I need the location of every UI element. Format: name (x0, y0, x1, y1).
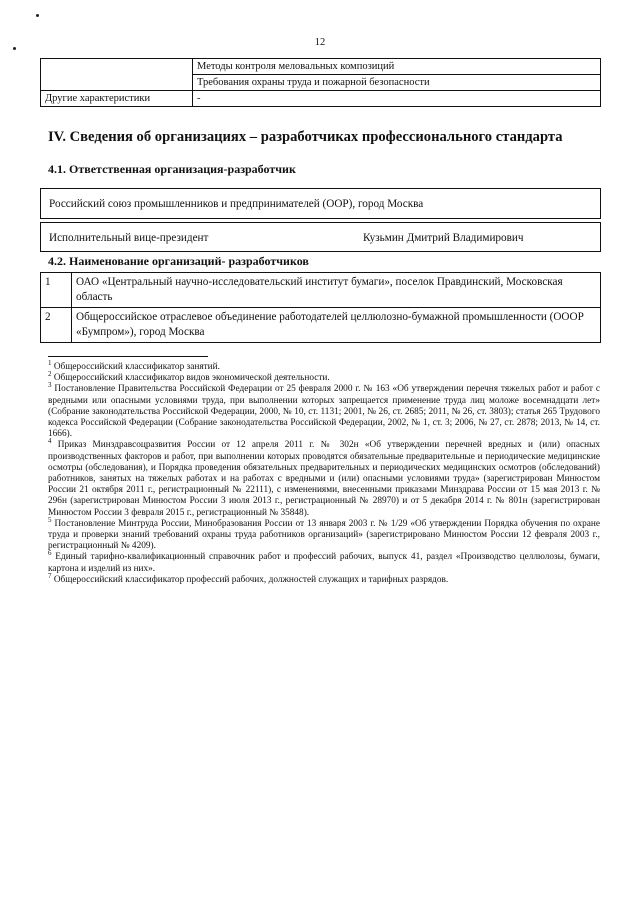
footnote-marker: 3 (48, 381, 52, 390)
subsection-title-developers: 4.2. Наименование организаций- разработчиков (48, 254, 309, 268)
footnote (48, 515, 600, 553)
footnote (48, 370, 600, 384)
footnote-marker: 1 (48, 358, 52, 367)
table-cell-value: Требования охраны труда и пожарной безопасности (193, 75, 601, 91)
table-row (41, 59, 601, 75)
signatory-box (40, 222, 601, 252)
developer-name: ОАО «Центральный научно-исследовательский институт бумаги», поселок Правдинский, Московская область (72, 273, 601, 308)
developer-name: Общероссийское отраслевое объединение работодателей целлюлозно-бумажной промышленности (ОООР «Бумпром»), город Москва (72, 308, 601, 343)
footnote (48, 549, 600, 574)
footnote-text: Приказ Минздравсоцразвития России от 12 апреля 2011 г. № 302н «Об утверждении перечней вредных и (или) опасных производственных факторов и работ, при выполнении которых проводятся обязательные предварительные и периодические медицинские осмотры (обследования), и Порядка проведения обязательных предварительных и периодических медицинских осмотров (обследований) работников, занятых на тяжелых работах и на работах с вредными и (или) опасными условиями труда» (зарегистрирован Минюстом России 21 октября 2011 г., регистрационный № 22111), с изменениями, внесенными приказами Минздрава России от 15 мая 2013 г. № 296н (зарегистрирован Минюстом России 3 июля 2013 г., регистрационный № 28970) и от 5 декабря 2014 г. № 801н (зарегистрирован Минюстом России 3 февраля 2015 г., регистрационный № 35848). (48, 440, 600, 518)
footnote-marker: 4 (48, 437, 52, 446)
row-number: 1 (41, 273, 72, 308)
footnote-text: Постановление Правительства Российской Федерации от 25 февраля 2000 г. № 163 «Об утверждении перечня тяжелых работ и работ с вредными или опасными условиями труда, при выполнении которых запрещается применение труда лиц моложе восемнадцати лет» (Собрание законодательства Российской Федерации, 2000, № 10, ст. 1131; 2001, № 26, ст. 2685; 2011, № 26, ст. 3803); статья 265 Трудового кодекса Российской Федерации (Собрание законодательства Российской Федерации, 2002, № 1, ст. 3; 2006, № 27, ст. 2878; 2013, № 14, ст. 1666). (48, 384, 600, 440)
footnote-marker: 5 (48, 515, 52, 524)
subsection-title-responsible: 4.1. Ответственная организация-разработчик (48, 162, 296, 176)
signatory-position: Исполнительный вице-президент (49, 232, 209, 244)
row-number: 2 (41, 308, 72, 343)
footnote (48, 571, 600, 586)
table-cell-label: Другие характеристики (41, 91, 193, 107)
table-cell-label (41, 59, 193, 75)
page-number: 12 (314, 37, 326, 48)
section-title: IV. Сведения об организациях – разработчиках профессионального стандарта (48, 129, 563, 145)
footnote-text: Постановление Минтруда России, Минобразования России от 13 января 2003 г. № 1/29 «Об утверждении Порядка обучения по охране труда и проверки знаний требований охраны труда работников организаций» (зарегистрировано Минюстом России 12 февраля 2003 г., регистрационный № 4209). (48, 518, 600, 552)
footnote-text: Общероссийский классификатор профессий рабочих, должностей служащих и тарифных разрядов. (53, 574, 449, 585)
table-cell-label (41, 75, 193, 91)
footnote-text: Общероссийский классификатор занятий. (53, 362, 220, 372)
signatory-name: Кузьмин Дмитрий Владимирович (363, 232, 524, 244)
table-cell-value: - (193, 91, 601, 107)
table-cell-value: Методы контроля меловальных композиций (193, 59, 601, 75)
table-row (41, 308, 601, 343)
responsible-organization-box (40, 188, 601, 219)
table-row (41, 273, 601, 308)
footnote-marker: 2 (48, 370, 52, 379)
footnotes (48, 358, 600, 586)
footnote (48, 381, 600, 440)
footnote (48, 437, 600, 518)
table-row (41, 75, 601, 91)
footnote-separator (48, 356, 208, 357)
organization-name: Российский союз промышленников и предпринимателей (ООР), город Москва (49, 198, 424, 210)
scan-mark (36, 14, 39, 17)
table-row (41, 91, 601, 107)
developers-table (40, 272, 601, 343)
characteristics-table-continued (40, 58, 601, 107)
footnote-text: Общероссийский классификатор видов экономической деятельности. (53, 373, 330, 384)
footnote-text: Единый тарифно-квалификационный справочник работ и профессий рабочих, выпуск 41, раздел «Производство целлюлозы, бумаги, картона и изделий из них». (48, 552, 600, 574)
footnote-marker: 6 (48, 549, 52, 558)
footnote-marker: 7 (48, 571, 52, 580)
footnote (48, 358, 600, 373)
